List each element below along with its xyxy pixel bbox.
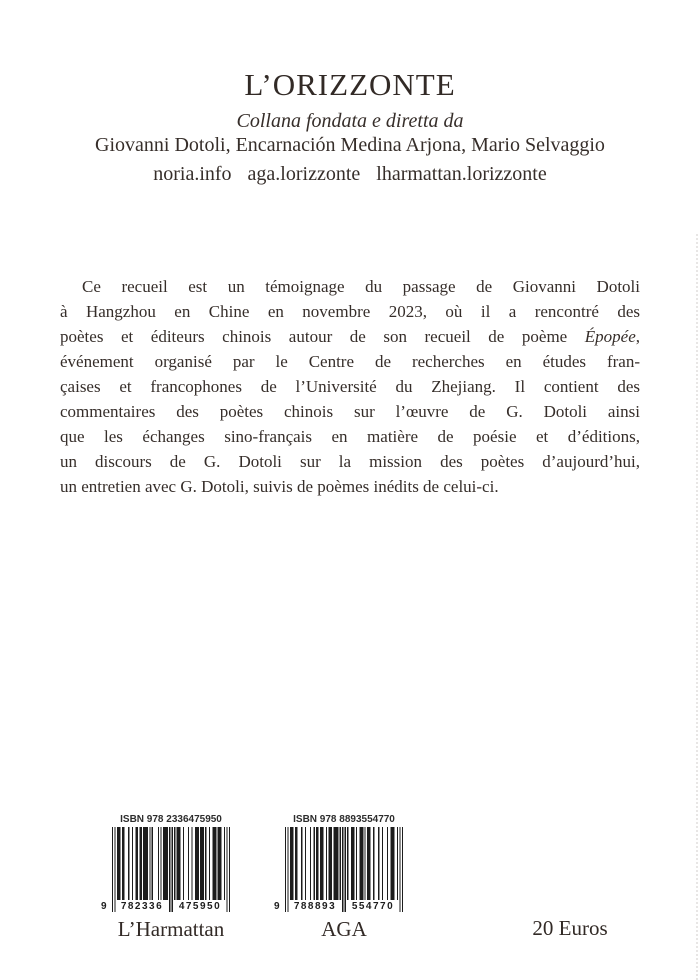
digit-group: 475950 xyxy=(175,900,225,913)
blurb-line: que les échanges sino-français en matière de poésie et d’éditions, xyxy=(60,427,640,446)
barcode-block-harmattan xyxy=(101,813,230,912)
blurb-line: çaises et francophones de l’Université du Zhejiang. Il contient des xyxy=(60,377,640,396)
barcode xyxy=(274,827,403,912)
site-item: noria.info xyxy=(153,163,232,185)
blurb-line: événement organisé par le Centre de recherches en études fran- xyxy=(60,352,640,371)
digit-group: 554770 xyxy=(348,900,398,913)
price-label: 20 Euros xyxy=(532,916,608,940)
site-item: lharmattan.lorizzonte xyxy=(376,163,547,185)
collection-title: L’ORIZZONTE xyxy=(244,67,456,102)
isbn-label: ISBN 978 2336475950 xyxy=(120,814,222,825)
digit-lead: 9 xyxy=(274,901,280,912)
blurb-line: à Hangzhou en Chine en novembre 2023, où il a rencontré des xyxy=(60,302,640,321)
blurb-line: commentaires des poètes chinois sur l’œuvre de G. Dotoli ainsi xyxy=(60,402,640,421)
blurb xyxy=(60,274,640,499)
sites-line xyxy=(0,162,700,187)
isbn-label: ISBN 978 8893554770 xyxy=(293,814,395,825)
imprint-label-harmattan: L’Harmattan xyxy=(117,917,225,941)
barcode xyxy=(101,827,230,912)
page-edge-artifact xyxy=(696,234,698,980)
barcode-digits xyxy=(101,900,230,913)
blurb-line: poètes et éditeurs chinois autour de son recueil de poème Épopée, xyxy=(60,327,640,346)
digit-group: 782336 xyxy=(117,900,167,913)
site-item: aga.lorizzonte xyxy=(247,163,361,185)
barcode-block-aga xyxy=(274,813,403,912)
blurb-line: Ce recueil est un témoignage du passage de Giovanni Dotoli xyxy=(82,277,640,296)
blurb-line: un discours de G. Dotoli sur la mission des poètes d’aujourd’hui, xyxy=(60,452,640,471)
digit-lead: 9 xyxy=(101,901,107,912)
barcode-digits xyxy=(274,900,403,913)
series-directors: Giovanni Dotoli, Encarnación Medina Arjona, Mario Selvaggio xyxy=(95,134,605,156)
digit-group: 788893 xyxy=(290,900,340,913)
imprint-label-aga: AGA xyxy=(321,917,367,941)
blurb-line: un entretien avec G. Dotoli, suivis de poèmes inédits de celui-ci. xyxy=(60,477,499,496)
series-note: Collana fondata e diretta da xyxy=(236,110,464,132)
